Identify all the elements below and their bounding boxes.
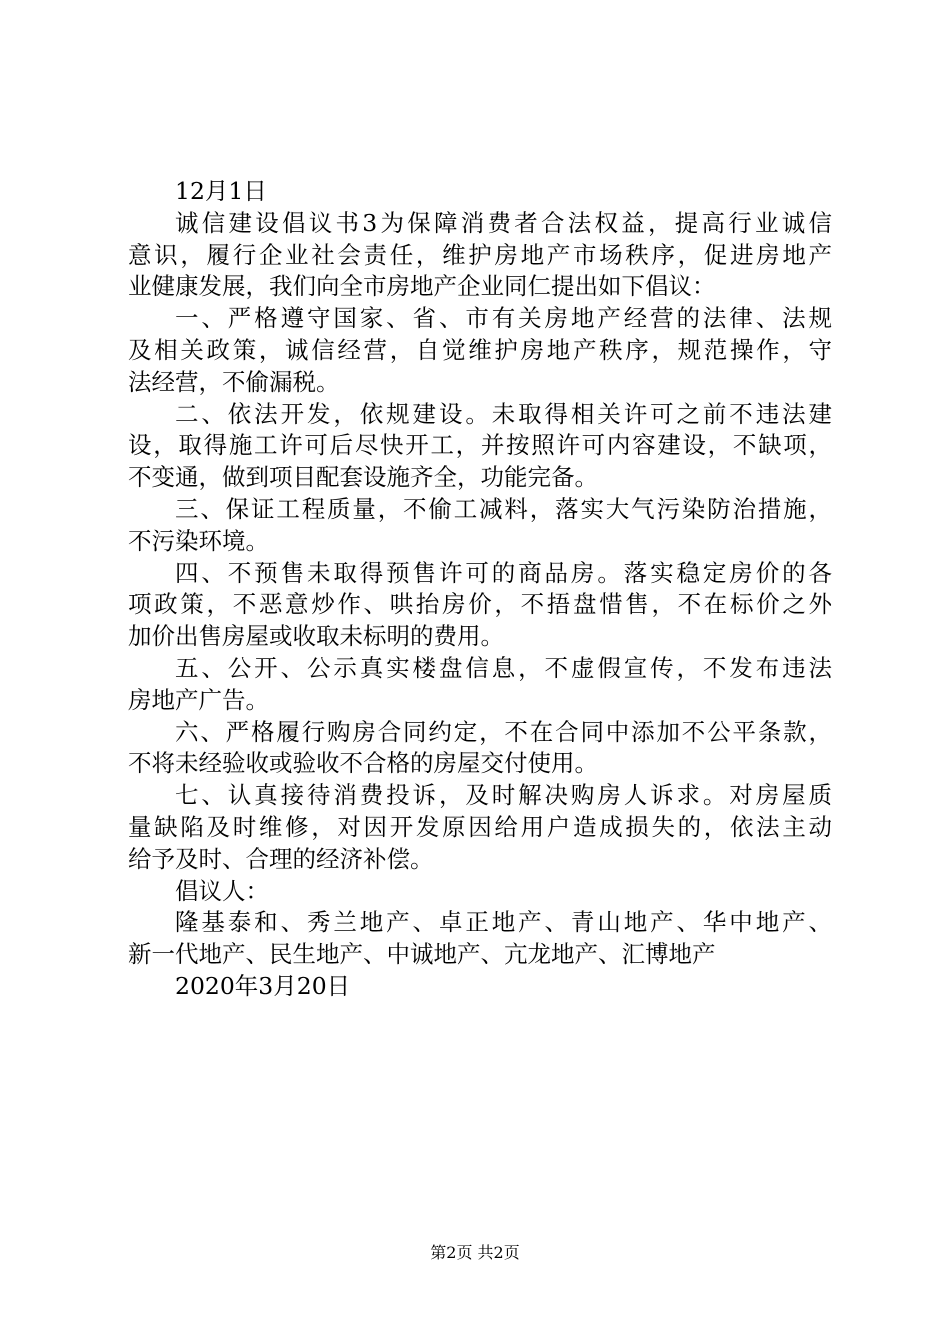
document-line: 设，取得施工许可后尽快开工，并按照许可内容建设，不缺项， [128, 431, 832, 460]
document-line: 不污染环境。 [128, 526, 269, 555]
document-line: 加价出售房屋或收取未标明的费用。 [128, 622, 504, 651]
document-line: 房地产广告。 [128, 685, 269, 714]
document-line: 倡议人： [175, 876, 269, 905]
document-line: 量缺陷及时维修，对因开发原因给用户造成损失的，依法主动 [128, 812, 832, 841]
document-body [128, 176, 832, 1003]
document-line: 给予及时、合理的经济补偿。 [128, 844, 434, 873]
document-line: 五、公开、公示真实楼盘信息，不虚假宣传，不发布违法 [175, 653, 832, 682]
document-line: 法经营，不偷漏税。 [128, 367, 340, 396]
document-line: 隆基泰和、秀兰地产、卓正地产、青山地产、华中地产、 [175, 908, 832, 937]
document-line: 新一代地产、民生地产、中诚地产、亢龙地产、汇博地产 [128, 940, 716, 969]
document-line: 不变通，做到项目配套设施齐全，功能完备。 [128, 463, 598, 492]
document-line: 意识，履行企业社会责任，维护房地产市场秩序，促进房地产 [128, 240, 832, 269]
document-line: 业健康发展，我们向全市房地产企业同仁提出如下倡议： [128, 272, 716, 301]
document-line: 项政策，不恶意炒作、哄抬房价，不捂盘惜售，不在标价之外 [128, 590, 832, 619]
document-line: 四、不预售未取得预售许可的商品房。落实稳定房价的各 [175, 558, 832, 587]
document-line: 六、严格履行购房合同约定，不在合同中添加不公平条款， [175, 717, 832, 746]
page-footer [0, 1243, 950, 1263]
document-line: 诚信建设倡议书3为保障消费者合法权益，提高行业诚信 [175, 208, 832, 237]
document-line: 七、认真接待消费投诉，及时解决购房人诉求。对房屋质 [175, 781, 832, 810]
document-line: 12月1日 [175, 177, 267, 205]
document-line: 不将未经验收或验收不合格的房屋交付使用。 [128, 749, 598, 778]
document-line: 2020年3月20日 [175, 971, 351, 1000]
document-line: 及相关政策，诚信经营，自觉维护房地产秩序，规范操作，守 [128, 335, 832, 364]
document-line: 一、严格遵守国家、省、市有关房地产经营的法律、法规 [175, 304, 832, 333]
document-line: 二、依法开发，依规建设。未取得相关许可之前不违法建 [175, 399, 832, 428]
document-line: 三、保证工程质量，不偷工减料，落实大气污染防治措施， [175, 494, 832, 523]
page-number-indicator: 第2页 共2页 [430, 1243, 520, 1262]
